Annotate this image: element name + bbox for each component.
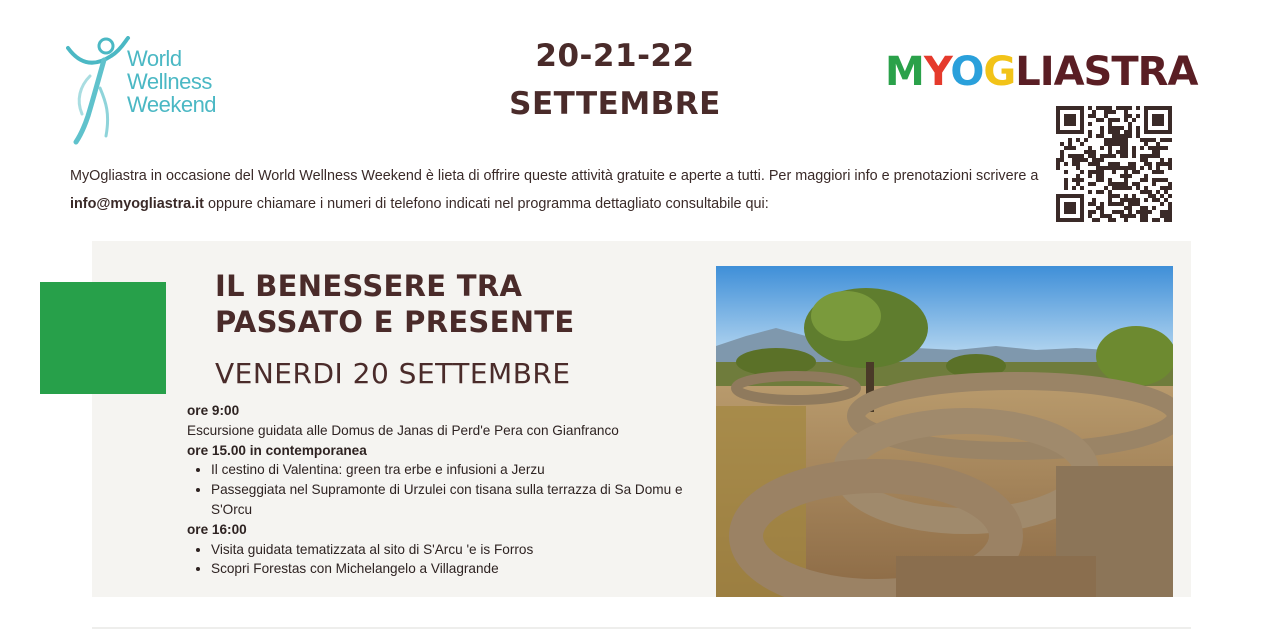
- logo-letter-g: G: [983, 49, 1016, 95]
- archaeological-site-image: [716, 266, 1173, 597]
- logo-letter-m: M: [885, 49, 924, 95]
- event-photo: [716, 266, 1173, 597]
- wellness-figure-icon: [66, 36, 136, 146]
- logo-word-wellness: Wellness: [127, 69, 212, 94]
- myogliastra-logo: [885, 48, 1197, 96]
- logo-letters-liastra: LIASTRA: [1015, 49, 1198, 95]
- qr-code[interactable]: [1056, 106, 1172, 222]
- slot-time: ore 16:00: [187, 521, 247, 537]
- green-accent-block: [40, 282, 166, 394]
- intro-text-part1: MyOgliastra in occasione del World Wellness Weekend è lieta di offrire queste attività gratuite e aperte a tutti. Per maggiori info e prenotazioni scrivere a: [70, 168, 1039, 184]
- event-day: VENERDI 20 SETTEMBRE: [215, 357, 571, 390]
- activity-item: • Scopri Forestas con Michelangelo a Villagrande: [211, 559, 697, 579]
- activity-item: • Il cestino di Valentina: green tra erbe e infusioni a Jerzu: [211, 460, 697, 480]
- qr-code-icon: [1056, 106, 1172, 222]
- activity-item: • Passeggiata nel Supramonte di Urzulei con tisana sulla terrazza di Sa Domu e S'Orcu: [211, 480, 697, 520]
- event-month: SETTEMBRE: [509, 86, 721, 122]
- slot-activity-list: [187, 540, 697, 580]
- event-title-line1: IL BENESSERE TRA: [215, 269, 523, 303]
- activity-item: • Visita guidata tematizzata al sito di S'Arcu 'e is Forros: [211, 540, 697, 560]
- program-schedule: [187, 401, 697, 579]
- event-dates: 20-21-22: [535, 38, 695, 74]
- intro-text-part2: oppure chiamare i numeri di telefono indicati nel programma dettagliato consultabile qui:: [203, 196, 769, 212]
- intro-text: [70, 162, 1055, 218]
- logo-word-weekend: Weekend: [127, 92, 217, 117]
- event-title-line2: PASSATO E PRESENTE: [215, 305, 575, 339]
- logo-word-world: World: [127, 46, 182, 71]
- logo-letter-y: Y: [923, 49, 951, 95]
- slot-description: Escursione guidata alle Domus de Janas di Perd'e Pera con Gianfranco: [187, 422, 619, 438]
- slot-time: ore 9:00: [187, 403, 240, 418]
- slot-time: ore 15.00 in contemporanea: [187, 442, 367, 458]
- bottom-divider: [92, 627, 1191, 629]
- logo-letter-o: O: [950, 49, 984, 95]
- world-wellness-weekend-logo: [66, 36, 246, 146]
- contact-email-link[interactable]: info@myogliastra.it: [70, 196, 204, 212]
- slot-activity-list: [187, 460, 697, 519]
